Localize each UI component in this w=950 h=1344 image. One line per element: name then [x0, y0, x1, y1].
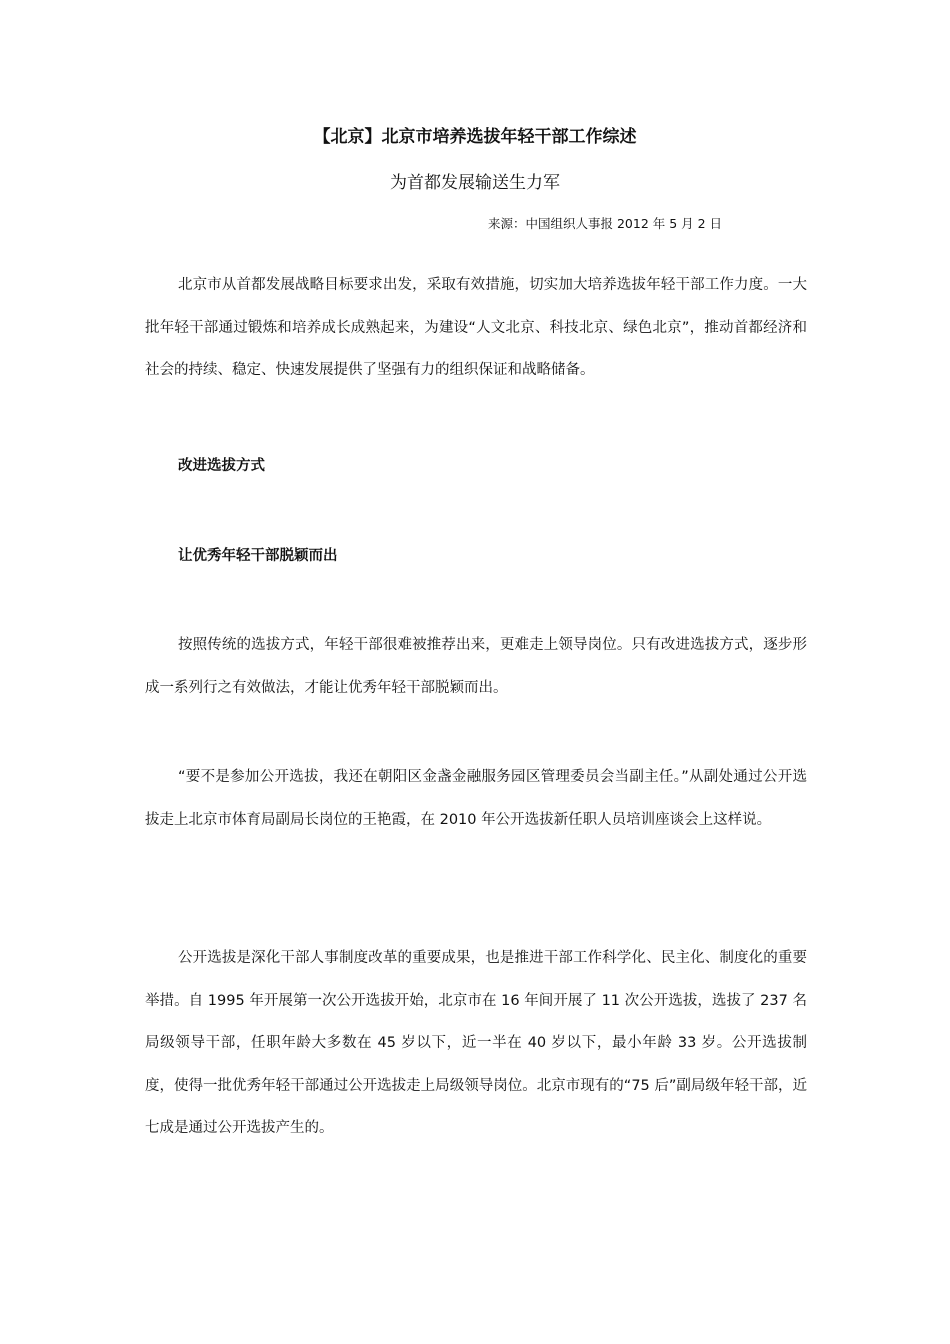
paragraph-body: 公开选拔是深化干部人事制度改革的重要成果，也是推进干部工作科学化、民主化、制度化的重要举措。自 1995 年开展第一次公开选拔开始，北京市在 16 年间开展了 11 次公开选拔，选拔了 237 名局级领导干部，任职年龄大多数在 45 岁以下，近一半在 40 岁以下，最小年龄 33 岁。公开选拔制度，使得一批优秀年轻干部通过公开选拔走上局级领导岗位。北京市现有的“75 后”副局级年轻干部，近七成是通过公开选拔产生的。	[145, 950, 807, 1136]
document-subtitle: 为首都发展输送生力军	[390, 173, 560, 193]
paragraph-body: 按照传统的选拔方式，年轻干部很难被推荐出来，更难走上领导岗位。只有改进选拔方式，逐步形成一系列行之有效做法，才能让优秀年轻干部脱颖而出。	[145, 637, 807, 696]
document-title: 【北京】北京市培养选拔年轻干部工作综述	[313, 127, 637, 147]
paragraph-quote: “要不是参加公开选拔，我还在朝阳区金盏金融服务园区管理委员会当副主任。”从副处通过公开选拔走上北京市体育局副局长岗位的王艳霞，在 2010 年公开选拔新任职人员培训座谈会上这样说。	[145, 769, 807, 828]
section-subheading: 让优秀年轻干部脱颖而出	[178, 548, 338, 564]
source-line: 来源：中国组织人事报 2012 年 5 月 2 日	[488, 216, 723, 231]
section-heading: 改进选拔方式	[178, 458, 265, 474]
paragraph-intro: 北京市从首都发展战略目标要求出发，采取有效措施，切实加大培养选拔年轻干部工作力度。一大批年轻干部通过锻炼和培养成长成熟起来，为建设“人文北京、科技北京、绿色北京”，推动首都经济和社会的持续、稳定、快速发展提供了坚强有力的组织保证和战略储备。	[145, 277, 807, 378]
